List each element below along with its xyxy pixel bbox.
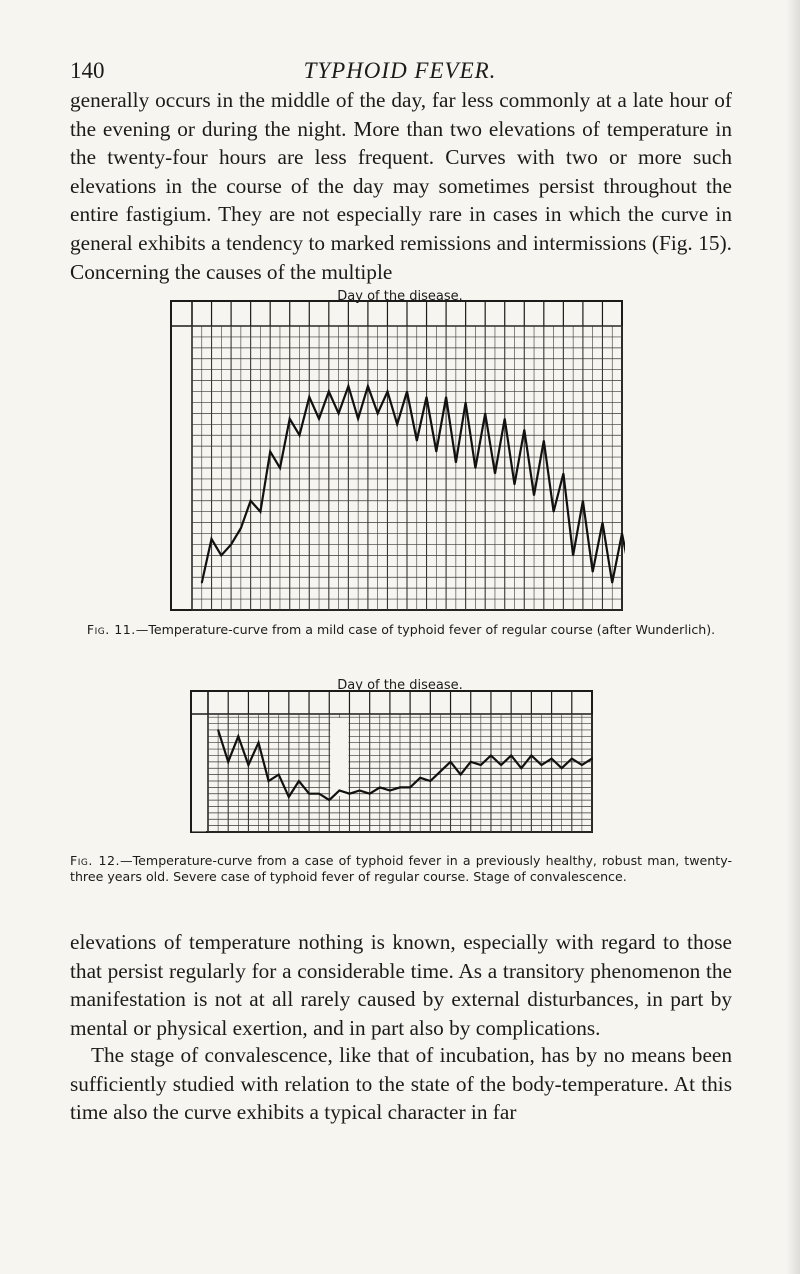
- temperature-reading: [217, 729, 219, 731]
- figure-12-caption-text: —Temperature-curve from a case of typhoid fever in a previously healthy, robust man, twenty-three years old. Severe case of typhoid fever of regular course. Stage of convalescence.: [70, 853, 732, 884]
- temperature-reading: [318, 418, 320, 420]
- temperature-reading: [621, 533, 623, 535]
- temperature-reading: [553, 511, 555, 513]
- temperature-reading: [436, 451, 438, 453]
- temperature-reading: [299, 434, 301, 436]
- figure-12-temperature-chart: [190, 690, 595, 835]
- temperature-curve: [202, 386, 625, 583]
- temperature-reading: [367, 385, 369, 387]
- temperature-curve: [218, 730, 592, 800]
- temperature-reading: [465, 402, 467, 404]
- temperature-reading: [475, 467, 477, 469]
- page-number: 140: [70, 58, 105, 83]
- temperature-reading: [426, 396, 428, 398]
- temperature-reading: [308, 793, 310, 795]
- temperature-reading: [592, 571, 594, 573]
- temperature-reading: [238, 736, 240, 738]
- page-edge-shadow: [786, 0, 800, 1274]
- temperature-reading: [455, 462, 457, 464]
- temperature-reading: [480, 764, 482, 766]
- temperature-reading: [379, 787, 381, 789]
- tick-label-bg: [192, 750, 206, 768]
- tick-label-bg: [172, 404, 190, 422]
- tick-label-bg: [192, 718, 206, 736]
- temperature-reading: [399, 787, 401, 789]
- paragraph-3: The stage of convalescence, like that of incubation, has by no means been sufficiently studied with relation to the state of the body-temperature. At this time also the curve exhibits a typical character in far: [70, 1043, 732, 1125]
- temperature-reading: [543, 440, 545, 442]
- temperature-reading: [248, 764, 250, 766]
- figure-11-caption: [70, 622, 732, 638]
- temperature-reading: [572, 555, 574, 557]
- temperature-reading: [240, 527, 242, 529]
- temperature-reading: [357, 418, 359, 420]
- temperature-reading: [504, 418, 506, 420]
- temperature-reading: [533, 495, 535, 497]
- temperature-reading: [348, 385, 350, 387]
- temperature-reading: [445, 396, 447, 398]
- temperature-reading: [490, 755, 492, 757]
- temperature-reading: [278, 774, 280, 776]
- temperature-reading: [211, 538, 213, 540]
- temperature-reading: [524, 429, 526, 431]
- annotation-background: [330, 718, 348, 796]
- temperature-reading: [563, 473, 565, 475]
- temperature-reading: [396, 424, 398, 426]
- tick-label-bg: [172, 459, 190, 477]
- temperature-reading: [419, 777, 421, 779]
- temperature-reading: [258, 742, 260, 744]
- temperature-reading: [611, 582, 613, 584]
- temperature-reading: [279, 467, 281, 469]
- figure-11-temperature-chart: [170, 300, 625, 616]
- temperature-reading: [602, 522, 604, 524]
- temperature-reading: [514, 484, 516, 486]
- temperature-reading: [541, 764, 543, 766]
- chart-frame: [171, 301, 622, 610]
- temperature-reading: [409, 787, 411, 789]
- page-header: [70, 58, 730, 88]
- temperature-reading: [227, 761, 229, 763]
- figure-11-heading: Day of the disease.: [337, 289, 463, 304]
- temperature-reading: [201, 582, 203, 584]
- temperature-reading: [510, 755, 512, 757]
- temperature-reading: [318, 793, 320, 795]
- temperature-reading: [328, 391, 330, 393]
- temperature-reading: [329, 799, 331, 801]
- temperature-reading: [221, 555, 223, 557]
- temperature-reading: [230, 544, 232, 546]
- tick-label-bg: [172, 568, 190, 586]
- figure-11-caption-text: —Temperature-curve from a mild case of typhoid fever of regular course (after Wunderlich).: [135, 622, 716, 637]
- temperature-reading: [359, 790, 361, 792]
- tick-label-bg: [192, 782, 206, 800]
- figure-12-caption: [70, 853, 732, 885]
- temperature-reading: [450, 761, 452, 763]
- temperature-reading: [268, 780, 270, 782]
- temperature-reading: [369, 793, 371, 795]
- temperature-reading: [561, 767, 563, 769]
- temperature-reading: [298, 780, 300, 782]
- temperature-reading: [377, 413, 379, 415]
- temperature-reading: [571, 758, 573, 760]
- temperature-reading: [389, 790, 391, 792]
- figure-11-label: Fig. 11.: [86, 622, 136, 637]
- running-title: TYPHOID FEVER.: [303, 58, 497, 83]
- temperature-reading: [416, 440, 418, 442]
- temperature-reading: [309, 396, 311, 398]
- temperature-reading: [349, 793, 351, 795]
- paragraph-1: generally occurs in the middle of the day, far less commonly at a late hour of the evening or during the night. More than two elevations of temperature in the twenty-four hours are less frequent. Curves with two or more such elevations in the course of the day may sometimes persist throughout the entire fastigium. They are not especially rare in cases in which the curve in general exhibits a tendency to marked remissions and intermissions (Fig. 15). Concerning the causes of the multiple: [70, 88, 732, 284]
- temperature-reading: [250, 500, 252, 502]
- temperature-reading: [581, 764, 583, 766]
- outer-border: [171, 301, 622, 610]
- temperature-reading: [494, 473, 496, 475]
- temperature-reading: [289, 418, 291, 420]
- temperature-reading: [582, 500, 584, 502]
- paragraph-2: elevations of temperature nothing is known, especially with regard to those that persist regularly for a considerable time. As a transitory phenomenon the manifestation is not at all rarely caused by external disturbances, in part by mental or physical exertion, and in part also by complications.: [70, 930, 732, 1040]
- temperature-reading: [260, 511, 262, 513]
- temperature-reading: [500, 764, 502, 766]
- figure-12-heading: Day of the disease.: [337, 678, 463, 693]
- figure-12-label: Fig. 12.: [70, 853, 121, 868]
- tick-label-bg: [192, 813, 206, 831]
- reading-points: [217, 729, 593, 801]
- temperature-reading: [339, 790, 341, 792]
- temperature-reading: [460, 774, 462, 776]
- temperature-reading: [387, 391, 389, 393]
- tick-label-bg: [172, 514, 190, 532]
- temperature-reading: [288, 796, 290, 798]
- temperature-reading: [440, 771, 442, 773]
- temperature-reading: [406, 391, 408, 393]
- tick-label-bg: [172, 350, 190, 368]
- temperature-reading: [591, 758, 593, 760]
- temperature-reading: [470, 761, 472, 763]
- temperature-reading: [269, 451, 271, 453]
- temperature-reading: [430, 780, 432, 782]
- temperature-reading: [484, 413, 486, 415]
- temperature-reading: [521, 767, 523, 769]
- chart-grid: [192, 326, 622, 610]
- temperature-reading: [551, 758, 553, 760]
- temperature-reading: [338, 413, 340, 415]
- temperature-reading: [531, 755, 533, 757]
